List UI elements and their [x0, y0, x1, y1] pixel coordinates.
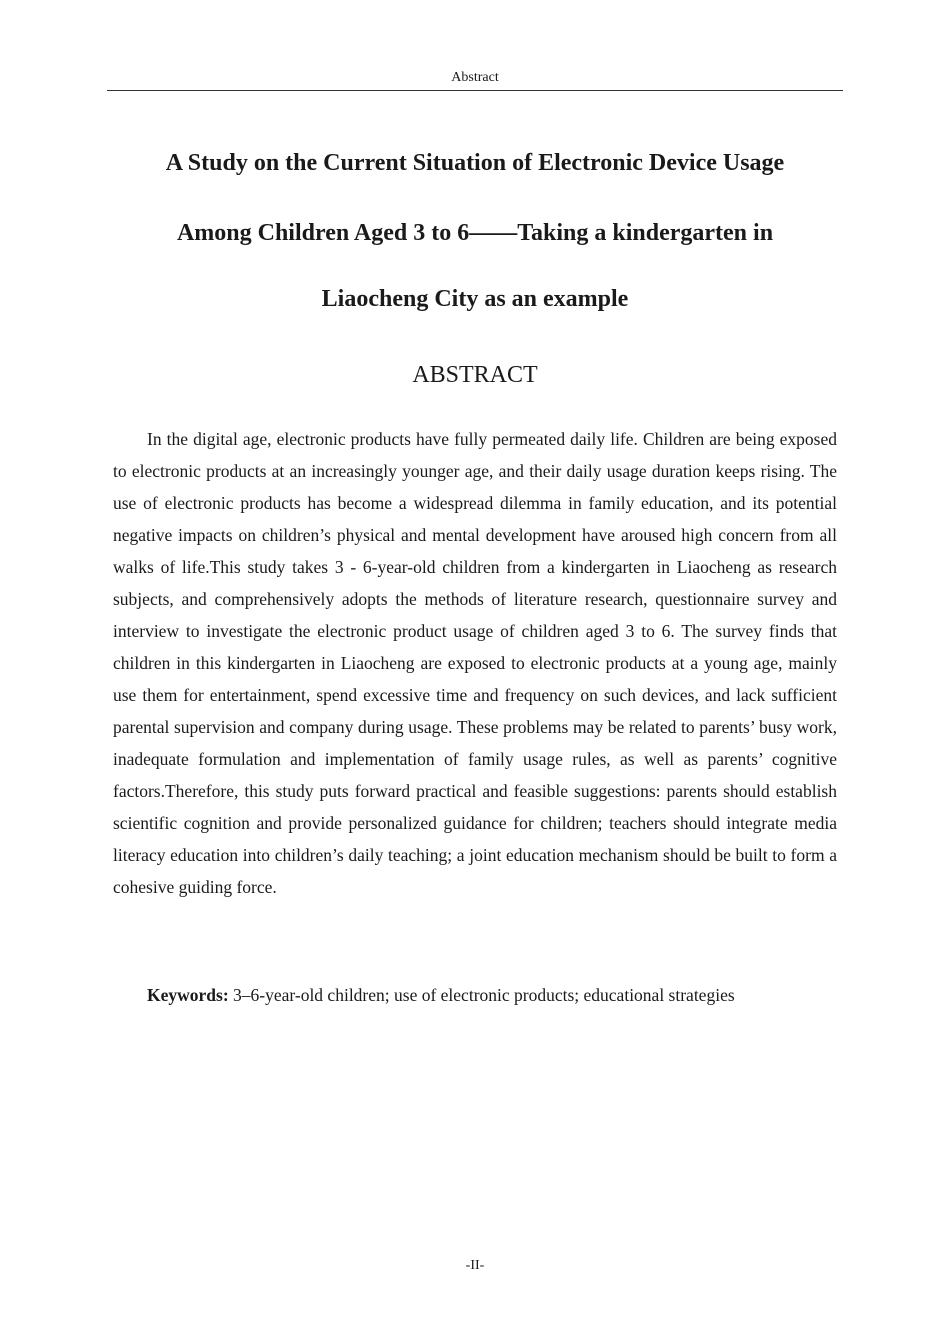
keywords	[147, 981, 837, 1009]
title-line-3: Liaocheng City as an example	[321, 286, 629, 312]
abstract-heading: ABSTRACT	[412, 362, 538, 388]
running-header: Abstract	[107, 70, 843, 91]
page-number: -II-	[465, 1258, 485, 1273]
title-line-1: A Study on the Current Situation of Electronic Device Usage	[165, 150, 785, 176]
keywords-label: Keywords:	[147, 985, 229, 1005]
abstract-body: In the digital age, electronic products have fully permeated daily life. Children are being exposed to electronic products at an increasingly younger age, and their daily usage duration keeps rising. The use of electronic products has become a widespread dilemma in family education, and its potential negative impacts on children’s physical and mental development have aroused high concern from all walks of life.This study takes 3 - 6-year-old children from a kindergarten in Liaocheng as research subjects, and comprehensively adopts the methods of literature research, questionnaire survey and interview to investigate the electronic product usage of children aged 3 to 6. The survey finds that children in this kindergarten in Liaocheng are exposed to electronic products at a young age, mainly use them for entertainment, spend excessive time and frequency on such devices, and lack sufficient parental supervision and company during usage. These problems may be related to parents’ busy work, inadequate formulation and implementation of family usage rules, as well as parents’ cognitive factors.Therefore, this study puts forward practical and feasible suggestions: parents should establish scientific cognition and provide personalized guidance for children; teachers should integrate media literacy education into children’s daily teaching; a joint education mechanism should be built to form a cohesive guiding force.	[113, 429, 837, 897]
title-line-2: Among Children Aged 3 to 6——Taking a kindergarten in	[176, 220, 774, 246]
keywords-text: 3–6-year-old children; use of electronic products; educational strategies	[228, 985, 735, 1005]
